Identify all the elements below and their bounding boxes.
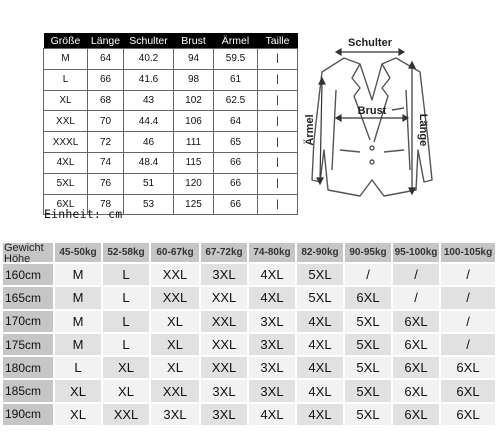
header-length: Länge xyxy=(88,33,124,49)
size-chart-cell: / xyxy=(441,311,497,334)
measurement-cell: XXL xyxy=(44,111,88,132)
size-chart-cell: L xyxy=(103,311,151,334)
corner-weight-label: Gewicht xyxy=(4,242,44,254)
measurement-cell: 40.2 xyxy=(124,49,174,70)
measurement-cell: 78 xyxy=(88,194,124,215)
size-chart-cell: 4XL xyxy=(249,264,297,287)
measurement-cell: 76 xyxy=(88,173,124,194)
height-label: 190cm xyxy=(3,404,55,427)
unit-note: Einheit: cm xyxy=(44,207,123,221)
size-chart-cell: XL xyxy=(55,404,103,427)
measurement-cell: 68 xyxy=(88,90,124,111)
measurement-row xyxy=(44,90,298,111)
measurement-cell: M xyxy=(44,49,88,70)
size-chart-row xyxy=(3,311,497,334)
size-chart-cell: 4XL xyxy=(297,404,345,427)
size-chart-cell: XXL xyxy=(103,404,151,427)
measurement-cell: 98 xyxy=(174,69,214,90)
size-chart-cell: XXL xyxy=(201,357,249,380)
measurement-cell: 6XL xyxy=(44,194,88,215)
header-shoulder: Schulter xyxy=(124,33,174,49)
measurement-row xyxy=(44,69,298,90)
size-chart-cell: 6XL xyxy=(393,357,441,380)
size-chart-cell: / xyxy=(441,287,497,310)
size-chart-cell: XL xyxy=(151,311,201,334)
size-chart-cell: 6XL xyxy=(393,311,441,334)
size-chart-cell: XL xyxy=(55,380,103,403)
header-size: Größe xyxy=(44,33,88,49)
measurement-row xyxy=(44,173,298,194)
size-chart-cell: 5XL xyxy=(297,287,345,310)
size-chart-cell: XL xyxy=(103,380,151,403)
chest-label: Brust xyxy=(357,105,387,117)
size-chart-cell: 3XL xyxy=(201,404,249,427)
measurement-cell: | xyxy=(258,111,298,132)
measurement-cell: 66 xyxy=(88,69,124,90)
measurement-cell: 61 xyxy=(214,69,258,90)
weight-header: 95-100kg xyxy=(393,243,441,264)
measurement-cell: | xyxy=(258,90,298,111)
measurement-cell: | xyxy=(258,132,298,153)
size-chart-cell: XL xyxy=(103,357,151,380)
jacket-lapel-right xyxy=(374,64,390,142)
size-chart-cell: 3XL xyxy=(249,311,297,334)
measurement-cell: XL xyxy=(44,90,88,111)
measurement-cell: | xyxy=(258,49,298,70)
size-chart-cell: XL xyxy=(151,334,201,357)
size-chart-cell: 5XL xyxy=(345,380,393,403)
measurement-cell: 41.6 xyxy=(124,69,174,90)
size-chart-cell: 5XL xyxy=(345,404,393,427)
size-chart-cell: 6XL xyxy=(441,380,497,403)
size-chart-cell: L xyxy=(103,287,151,310)
jacket-sleeve-seam-right xyxy=(406,90,410,170)
jacket-button-2 xyxy=(370,160,374,164)
measurement-cell: 72 xyxy=(88,132,124,153)
size-chart-cell: 6XL xyxy=(345,287,393,310)
size-chart-cell: XL xyxy=(151,357,201,380)
weight-header: 74-80kg xyxy=(249,243,297,264)
size-chart-cell: / xyxy=(393,264,441,287)
size-chart-cell: 4XL xyxy=(297,357,345,380)
size-chart-cell: M xyxy=(55,264,103,287)
size-chart-cell: M xyxy=(55,287,103,310)
size-chart-cell: 3XL xyxy=(249,380,297,403)
measurement-cell: 64 xyxy=(214,111,258,132)
size-chart-cell: L xyxy=(55,357,103,380)
jacket-sleeve-seam-left xyxy=(332,90,336,170)
measurement-cell: 65 xyxy=(214,132,258,153)
size-chart-cell: 5XL xyxy=(345,334,393,357)
header-sleeve: Ärmel xyxy=(214,33,258,49)
size-chart-cell: M xyxy=(55,311,103,334)
size-chart-cell: XXL xyxy=(151,264,201,287)
size-chart-cell: 5XL xyxy=(345,311,393,334)
size-chart-cell: 4XL xyxy=(297,380,345,403)
height-label: 165cm xyxy=(3,287,55,310)
jacket-pocket-left xyxy=(340,150,360,152)
size-chart-cell: 4XL xyxy=(297,311,345,334)
size-chart-cell: 3XL xyxy=(151,404,201,427)
header-chest: Brust xyxy=(174,33,214,49)
measurement-cell: 64 xyxy=(88,49,124,70)
corner-height-label: Höhe xyxy=(4,253,31,265)
size-chart-cell: 5XL xyxy=(345,357,393,380)
measurement-cell: 70 xyxy=(88,111,124,132)
size-chart-cell: 6XL xyxy=(441,357,497,380)
shoulder-label: Schulter xyxy=(347,37,393,49)
weight-header: 100-105kg xyxy=(441,243,497,264)
size-chart-row xyxy=(3,264,497,287)
size-chart-cell: 3XL xyxy=(249,334,297,357)
measurement-cell: 48.4 xyxy=(124,152,174,173)
size-chart-cell: 6XL xyxy=(441,404,497,427)
size-chart-row xyxy=(3,357,497,380)
measurement-cell: | xyxy=(258,173,298,194)
size-chart-cell: XXL xyxy=(151,287,201,310)
measurement-cell: 94 xyxy=(174,49,214,70)
size-chart-row xyxy=(3,404,497,427)
measurement-cell: 66 xyxy=(214,152,258,173)
measurement-cell: 115 xyxy=(174,152,214,173)
size-chart-cell: XXL xyxy=(201,311,249,334)
measurement-cell: | xyxy=(258,194,298,215)
size-chart-header-row xyxy=(3,243,497,264)
header-waist: Taille xyxy=(258,33,298,49)
size-chart-cell: 6XL xyxy=(393,380,441,403)
measurement-cell: 4XL xyxy=(44,152,88,173)
weight-header: 90-95kg xyxy=(345,243,393,264)
size-chart-cell: / xyxy=(345,264,393,287)
weight-header: 60-67kg xyxy=(151,243,201,264)
size-chart-cell: 3XL xyxy=(201,264,249,287)
jacket-button-1 xyxy=(370,146,374,150)
jacket-lapel-left xyxy=(352,64,370,140)
measurement-cell: 102 xyxy=(174,90,214,111)
measurement-row xyxy=(44,49,298,70)
measurement-row xyxy=(44,111,298,132)
weight-header: 45-50kg xyxy=(55,243,103,264)
measurement-cell: L xyxy=(44,69,88,90)
weight-header: 52-58kg xyxy=(103,243,151,264)
measurement-table xyxy=(43,33,298,215)
size-chart-cell: XXL xyxy=(201,334,249,357)
weight-header: 82-90kg xyxy=(297,243,345,264)
measurement-cell: XXXL xyxy=(44,132,88,153)
measurement-cell: | xyxy=(258,152,298,173)
size-chart xyxy=(3,243,497,427)
measurement-cell: 74 xyxy=(88,152,124,173)
measurement-cell: 44.4 xyxy=(124,111,174,132)
measurement-cell: 125 xyxy=(174,194,214,215)
size-chart-row xyxy=(3,380,497,403)
measurement-cell: 120 xyxy=(174,173,214,194)
measurement-row xyxy=(44,152,298,173)
size-chart-cell: 3XL xyxy=(249,357,297,380)
jacket-breast-pocket xyxy=(392,108,404,110)
size-chart-cell: 4XL xyxy=(249,404,297,427)
measurement-cell: | xyxy=(258,69,298,90)
size-chart-cell: / xyxy=(441,334,497,357)
height-label: 175cm xyxy=(3,334,55,357)
measurement-cell: 106 xyxy=(174,111,214,132)
measurement-cell: 62.5 xyxy=(214,90,258,111)
measurement-cell: 66 xyxy=(214,194,258,215)
size-chart-cell: / xyxy=(393,287,441,310)
measurement-cell: 5XL xyxy=(44,173,88,194)
size-chart-corner xyxy=(3,243,55,264)
size-chart-row xyxy=(3,287,497,310)
size-chart-cell: 4XL xyxy=(297,334,345,357)
measurement-cell: 111 xyxy=(174,132,214,153)
size-chart-cell: 4XL xyxy=(249,287,297,310)
size-chart-row xyxy=(3,334,497,357)
size-chart-cell: / xyxy=(441,264,497,287)
height-label: 170cm xyxy=(3,311,55,334)
height-label: 180cm xyxy=(3,357,55,380)
jacket-diagram xyxy=(300,30,440,202)
size-chart-cell: 6XL xyxy=(393,334,441,357)
measurement-cell: 43 xyxy=(124,90,174,111)
size-chart-cell: 6XL xyxy=(393,404,441,427)
size-chart-cell: XXL xyxy=(151,380,201,403)
measurement-cell: 51 xyxy=(124,173,174,194)
measurement-cell: 53 xyxy=(124,194,174,215)
measurement-cell: 59.5 xyxy=(214,49,258,70)
size-chart-cell: 3XL xyxy=(201,380,249,403)
size-chart-cell: 5XL xyxy=(297,264,345,287)
height-label: 185cm xyxy=(3,380,55,403)
length-label: Länge xyxy=(417,113,429,147)
weight-header: 67-72kg xyxy=(201,243,249,264)
measurement-header-row xyxy=(44,33,298,49)
measurement-cell: 46 xyxy=(124,132,174,153)
measurement-cell: 66 xyxy=(214,173,258,194)
jacket-outline xyxy=(312,58,432,196)
size-chart-cell: M xyxy=(55,334,103,357)
jacket-pocket-right xyxy=(384,150,404,152)
size-chart-cell: L xyxy=(103,264,151,287)
measurement-row xyxy=(44,132,298,153)
size-chart-cell: L xyxy=(103,334,151,357)
sleeve-label: Ärmel xyxy=(304,114,316,146)
size-chart-cell: XXL xyxy=(201,287,249,310)
height-label: 160cm xyxy=(3,264,55,287)
